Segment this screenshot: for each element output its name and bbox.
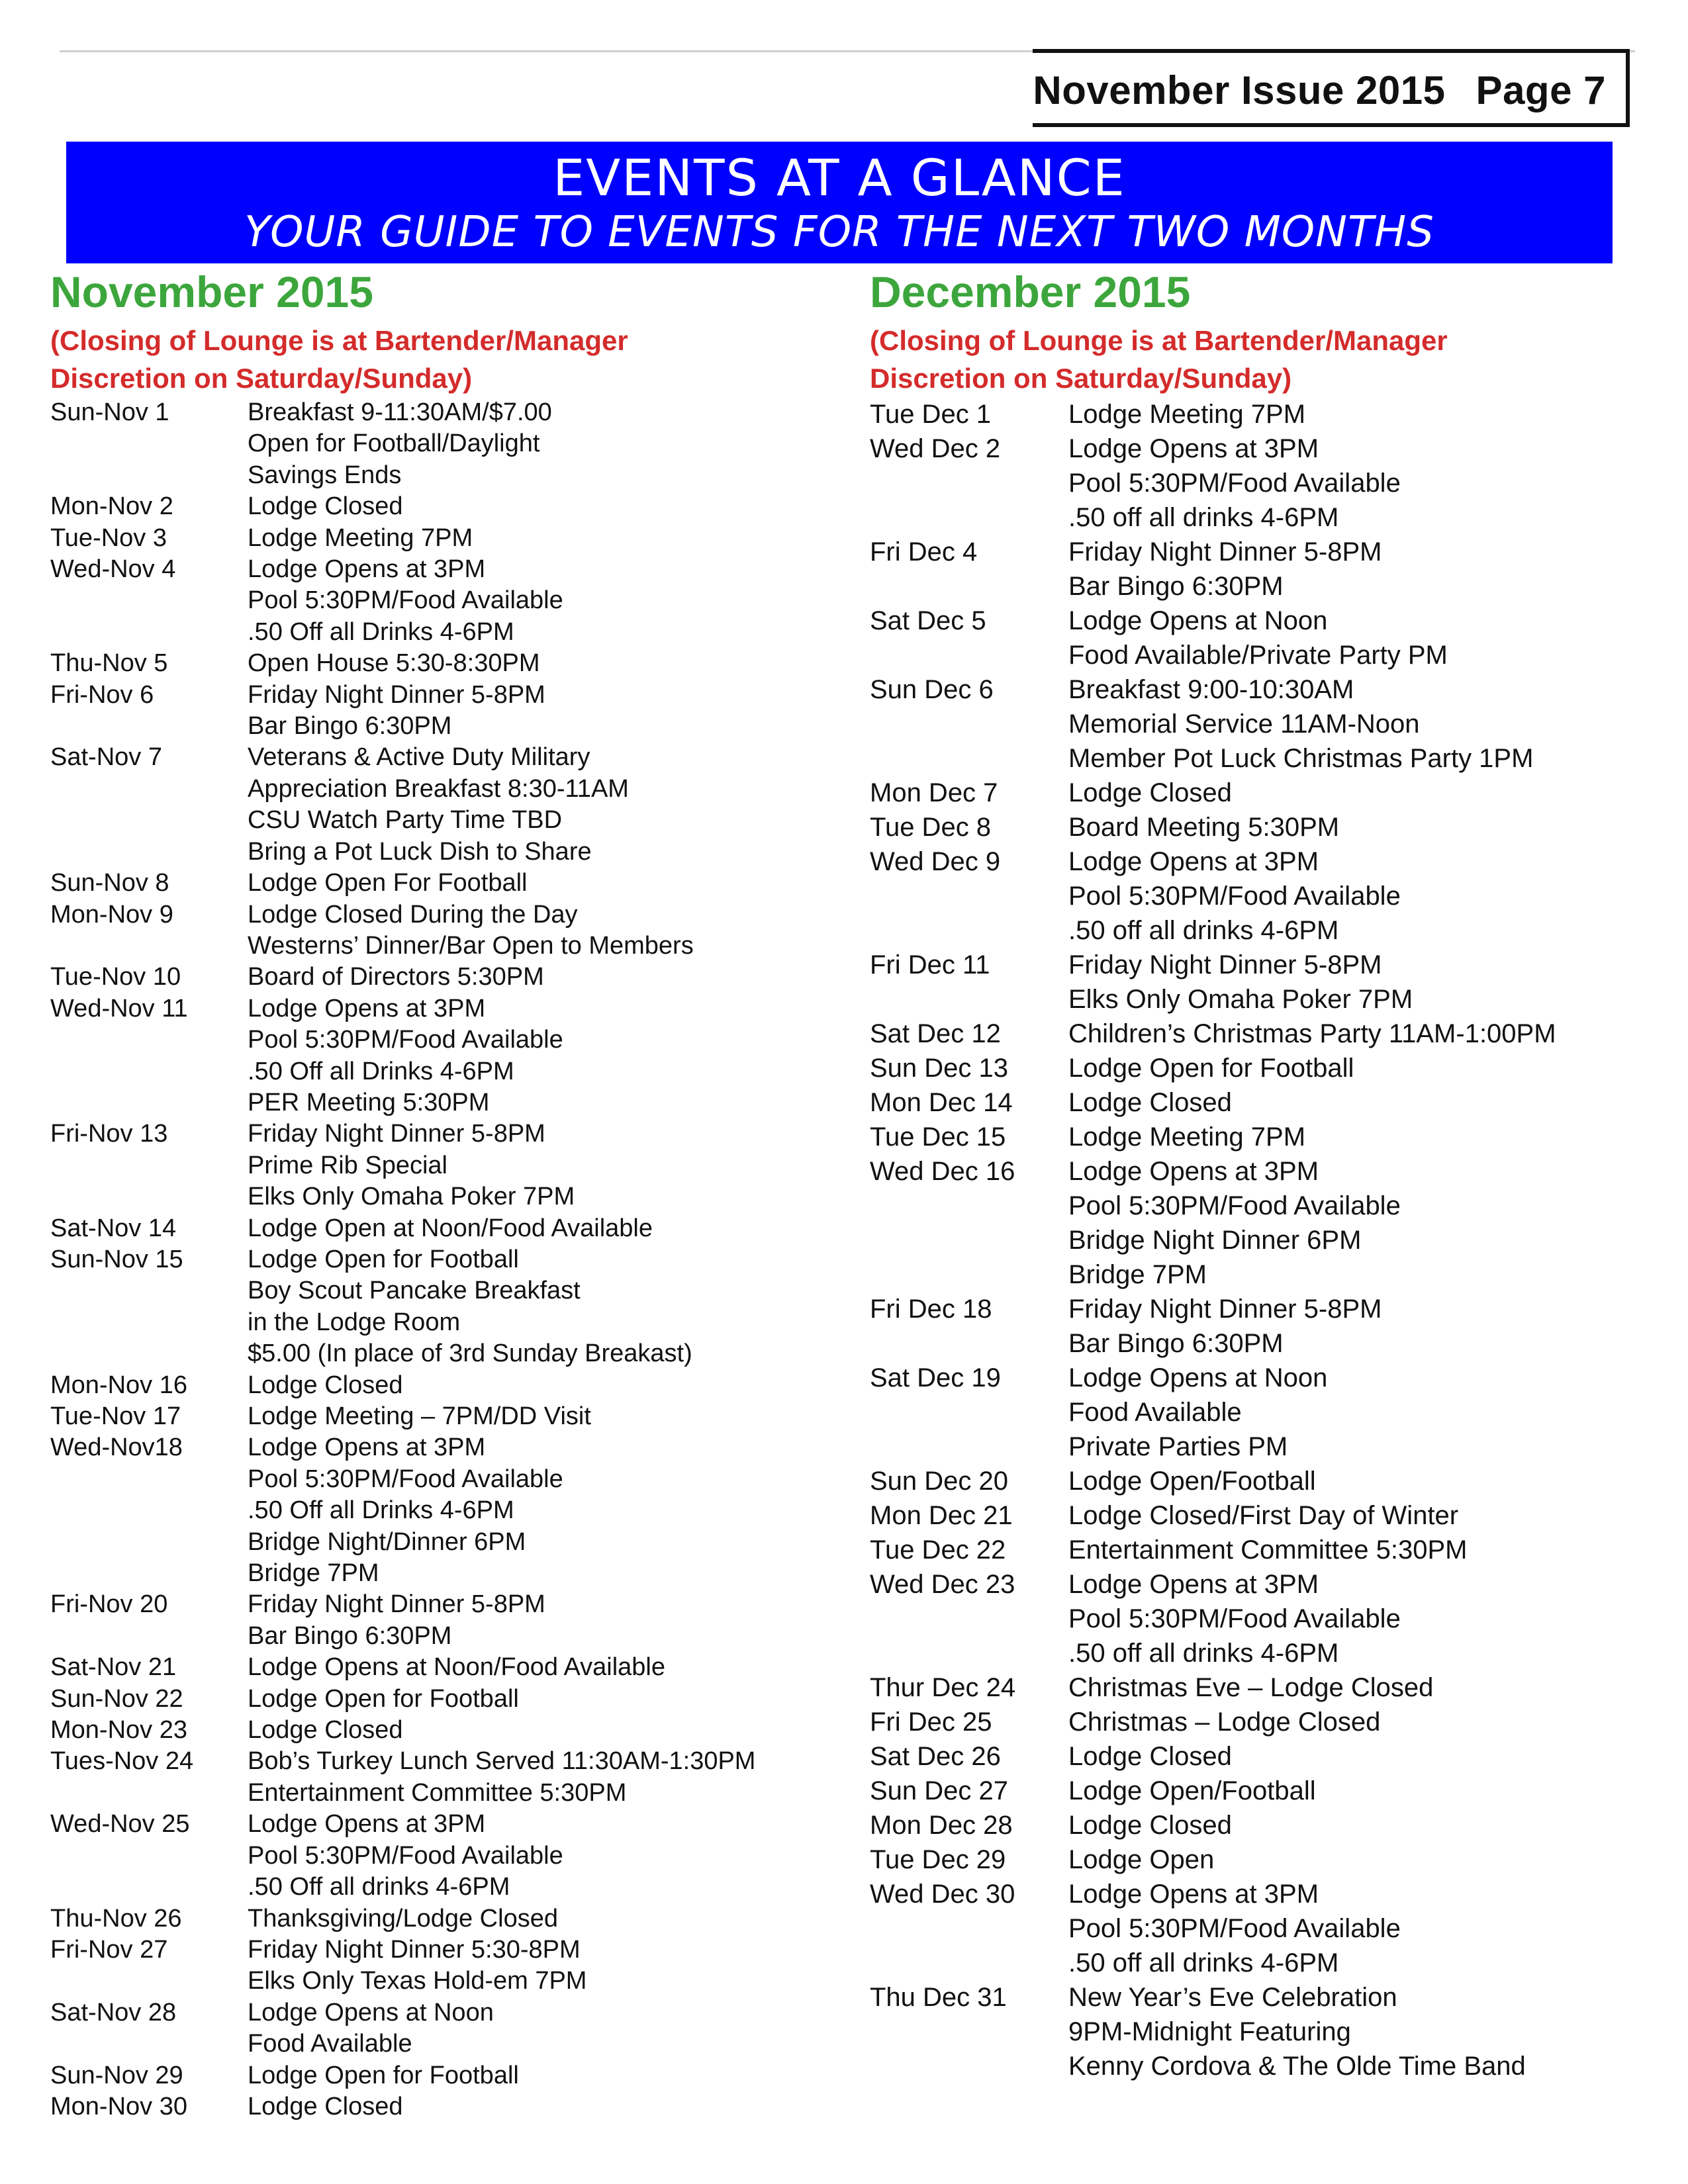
- event-day-row: [870, 1774, 1651, 1808]
- event-item: $5.00 (In place of 3rd Sunday Breakast): [248, 1340, 692, 1368]
- event-day-row: [870, 1739, 1651, 1774]
- event-item: Lodge Opens at 3PM: [1068, 1880, 1319, 1909]
- event-item: Elks Only Omaha Poker 7PM: [1068, 985, 1413, 1014]
- event-date: Tue-Nov 3: [50, 523, 167, 552]
- event-date: Thu Dec 31: [870, 1983, 1007, 2012]
- event-item: Lodge Closed: [248, 492, 403, 521]
- event-item: Lodge Open for Football: [248, 2061, 519, 2089]
- event-details: [1068, 1120, 1651, 1154]
- event-details: [248, 742, 818, 868]
- event-item: Lodge Open For Football: [248, 869, 528, 897]
- event-details: [1068, 844, 1651, 948]
- event-item: Lodge Open at Noon/Food Available: [248, 1214, 653, 1242]
- event-day-row: [870, 535, 1651, 604]
- event-details: [1068, 1670, 1651, 1705]
- lounge-note-line: (Closing of Lounge is at Bartender/Manager: [50, 325, 628, 356]
- event-item: Pool 5:30PM/Food Available: [248, 586, 563, 615]
- event-item: Pool 5:30PM/Food Available: [1068, 1604, 1401, 1633]
- event-item: Lodge Opens at Noon/Food Available: [248, 1653, 665, 1682]
- event-day-row: [50, 1746, 818, 1809]
- month-title: December 2015: [870, 267, 1191, 316]
- event-item: .50 off all drinks 4-6PM: [1068, 1639, 1339, 1668]
- event-day-row: [50, 1213, 818, 1244]
- event-day-row: [870, 1877, 1651, 1980]
- event-day-row: [50, 1997, 818, 2060]
- event-day-row: [870, 948, 1651, 1017]
- event-day-row: [50, 1589, 818, 1652]
- event-item: Lodge Opens at 3PM: [1068, 1570, 1319, 1599]
- event-details: [248, 2060, 818, 2091]
- event-details: [1068, 810, 1651, 844]
- event-date: Wed Dec 30: [870, 1880, 1015, 1909]
- event-date: Wed-Nov 4: [50, 555, 176, 584]
- event-details: [1068, 1980, 1651, 2083]
- december-column: [870, 262, 1651, 2083]
- event-date: Thu-Nov 26: [50, 1904, 182, 1933]
- banner-title: EVENTS AT A GLANCE: [553, 148, 1126, 207]
- event-details: [248, 554, 818, 648]
- event-date: Wed Dec 23: [870, 1570, 1015, 1599]
- event-details: [248, 1746, 818, 1809]
- event-item: .50 Off all Drinks 4-6PM: [248, 1057, 514, 1085]
- event-date: Sat-Nov 14: [50, 1214, 177, 1242]
- event-details: [248, 1118, 818, 1212]
- event-item: Food Available: [248, 2030, 412, 2058]
- event-item: Bar Bingo 6:30PM: [1068, 1329, 1284, 1358]
- event-item: Bob’s Turkey Lunch Served 11:30AM-1:30PM: [248, 1747, 756, 1776]
- event-date: Mon-Nov 16: [50, 1371, 187, 1399]
- event-details: [248, 1652, 818, 1683]
- event-item: Bar Bingo 6:30PM: [248, 1621, 452, 1650]
- event-date: Thur Dec 24: [870, 1673, 1016, 1702]
- event-item: Pool 5:30PM/Food Available: [1068, 882, 1401, 911]
- event-date: Sun Dec 13: [870, 1054, 1009, 1083]
- event-day-row: [870, 1808, 1651, 1843]
- event-details: [1068, 1877, 1651, 1980]
- event-day-row: [870, 1051, 1651, 1085]
- event-item: Lodge Meeting 7PM: [1068, 400, 1306, 429]
- event-item: .50 Off all Drinks 4-6PM: [248, 617, 514, 646]
- event-item: .50 off all drinks 4-6PM: [1068, 503, 1339, 532]
- header-text: [1033, 68, 1606, 113]
- event-day-row: [50, 1934, 818, 1997]
- event-details: [1068, 1808, 1651, 1843]
- event-item: in the Lodge Room: [248, 1308, 461, 1336]
- event-details: [1068, 1739, 1651, 1774]
- event-item: .50 off all drinks 4-6PM: [1068, 1948, 1339, 1978]
- event-details: [248, 993, 818, 1119]
- event-item: Lodge Meeting 7PM: [248, 523, 473, 552]
- event-item: Elks Only Texas Hold-em 7PM: [248, 1967, 587, 1995]
- event-date: Mon-Nov 23: [50, 1716, 187, 1745]
- event-item: Bridge Night Dinner 6PM: [1068, 1226, 1362, 1255]
- event-item: Lodge Meeting – 7PM/DD Visit: [248, 1402, 591, 1430]
- event-date: Sun-Nov 15: [50, 1245, 183, 1273]
- event-date: Mon Dec 14: [870, 1088, 1013, 1117]
- event-day-row: [870, 776, 1651, 810]
- event-details: [248, 491, 818, 522]
- event-day-row: [870, 1567, 1651, 1670]
- event-day-row: [870, 1980, 1651, 2083]
- event-details: [248, 1684, 818, 1715]
- event-item: Lodge Closed: [1068, 1088, 1232, 1117]
- event-day-row: [50, 1684, 818, 1715]
- event-day-row: [50, 1903, 818, 1934]
- event-day-row: [50, 962, 818, 993]
- event-details: [248, 680, 818, 743]
- event-item: Memorial Service 11AM-Noon: [1068, 709, 1420, 739]
- event-item: Pool 5:30PM/Food Available: [1068, 1191, 1401, 1220]
- event-item: Lodge Opens at 3PM: [1068, 847, 1319, 876]
- event-date: Mon-Nov 9: [50, 900, 173, 929]
- event-item: Pool 5:30PM/Food Available: [248, 1465, 563, 1493]
- event-date: Tue-Nov 10: [50, 963, 181, 991]
- event-day-row: [870, 1017, 1651, 1051]
- event-item: Lodge Opens at 3PM: [1068, 1157, 1319, 1186]
- event-day-row: [50, 899, 818, 962]
- event-item: Lodge Open for Football: [1068, 1054, 1354, 1083]
- event-item: Westerns’ Dinner/Bar Open to Members: [248, 931, 694, 960]
- event-item: Lodge Open: [1068, 1845, 1215, 1874]
- event-item: Lodge Opens at 3PM: [248, 1810, 486, 1839]
- event-item: Christmas – Lodge Closed: [1068, 1707, 1381, 1737]
- event-details: [248, 1934, 818, 1997]
- event-details: [248, 1244, 818, 1370]
- event-day-row: [870, 1843, 1651, 1877]
- event-item: .50 off all drinks 4-6PM: [1068, 916, 1339, 945]
- event-details: [1068, 1774, 1651, 1808]
- event-item: Entertainment Committee 5:30PM: [1068, 1535, 1468, 1565]
- event-item: Children’s Christmas Party 11AM-1:00PM: [1068, 1019, 1556, 1048]
- event-details: [248, 1903, 818, 1934]
- lounge-note-line: Discretion on Saturday/Sunday): [870, 363, 1292, 394]
- event-date: Sun-Nov 1: [50, 398, 169, 426]
- event-item: Friday Night Dinner 5-8PM: [1068, 537, 1382, 567]
- event-details: [1068, 1154, 1651, 1292]
- event-item: Appreciation Breakfast 8:30-11AM: [248, 774, 629, 803]
- event-item: Bridge 7PM: [248, 1559, 379, 1588]
- event-day-row: [50, 554, 818, 648]
- event-date: Sat-Nov 7: [50, 743, 162, 772]
- event-date: Mon Dec 21: [870, 1501, 1013, 1530]
- event-date: Tue Dec 22: [870, 1535, 1006, 1565]
- event-item: Bridge Night/Dinner 6PM: [248, 1527, 526, 1556]
- event-day-row: [870, 810, 1651, 844]
- event-item: New Year’s Eve Celebration: [1068, 1983, 1397, 2012]
- event-details: [1068, 1085, 1651, 1120]
- event-date: Sun Dec 27: [870, 1776, 1009, 1805]
- event-date: Fri-Nov 20: [50, 1590, 168, 1619]
- event-details: [248, 1997, 818, 2060]
- event-details: [1068, 1464, 1651, 1498]
- event-details: [248, 1715, 818, 1746]
- event-details: [1068, 432, 1651, 535]
- event-details: [248, 899, 818, 962]
- event-details: [248, 1809, 818, 1903]
- event-item: Pool 5:30PM/Food Available: [1068, 469, 1401, 498]
- event-item: Thanksgiving/Lodge Closed: [248, 1904, 558, 1933]
- event-details: [248, 868, 818, 899]
- event-date: Sun Dec 20: [870, 1467, 1009, 1496]
- december-events-list: [870, 397, 1651, 2083]
- event-day-row: [50, 680, 818, 743]
- event-item: Food Available/Private Party PM: [1068, 641, 1448, 670]
- event-details: [248, 962, 818, 993]
- event-item: Lodge Closed: [248, 1371, 403, 1399]
- event-details: [248, 1213, 818, 1244]
- event-date: Tues-Nov 24: [50, 1747, 194, 1776]
- event-details: [1068, 1567, 1651, 1670]
- event-date: Sat-Nov 21: [50, 1653, 177, 1682]
- event-date: Mon-Nov 30: [50, 2092, 187, 2120]
- event-date: Wed Dec 9: [870, 847, 1001, 876]
- event-day-row: [50, 1401, 818, 1432]
- event-day-row: [50, 2091, 818, 2122]
- event-date: Sat Dec 26: [870, 1742, 1001, 1771]
- event-day-row: [870, 1361, 1651, 1464]
- event-date: Fri-Nov 13: [50, 1120, 168, 1148]
- event-details: [248, 2091, 818, 2122]
- event-item: Lodge Closed/First Day of Winter: [1068, 1501, 1459, 1530]
- event-day-row: [50, 1370, 818, 1401]
- event-details: [1068, 948, 1651, 1017]
- event-date: Sat Dec 5: [870, 606, 986, 635]
- event-day-row: [870, 844, 1651, 948]
- event-item: Breakfast 9:00-10:30AM: [1068, 675, 1354, 704]
- event-date: Fri-Nov 6: [50, 680, 154, 709]
- event-item: Board of Directors 5:30PM: [248, 963, 544, 991]
- event-item: Boy Scout Pancake Breakfast: [248, 1277, 581, 1305]
- event-item: CSU Watch Party Time TBD: [248, 806, 563, 835]
- event-item: .50 Off all drinks 4-6PM: [248, 1873, 510, 1901]
- event-day-row: [50, 1118, 818, 1212]
- event-date: Mon Dec 28: [870, 1811, 1013, 1840]
- event-day-row: [50, 523, 818, 554]
- events-banner: [66, 142, 1613, 263]
- event-day-row: [50, 397, 818, 491]
- event-details: [248, 1370, 818, 1401]
- event-item: Food Available: [1068, 1398, 1242, 1427]
- event-date: Sun-Nov 8: [50, 869, 169, 897]
- event-day-row: [870, 1154, 1651, 1292]
- event-date: Wed Dec 2: [870, 434, 1001, 463]
- event-date: Mon Dec 7: [870, 778, 998, 807]
- event-day-row: [870, 1464, 1651, 1498]
- event-item: Pool 5:30PM/Food Available: [248, 1841, 563, 1870]
- event-day-row: [50, 742, 818, 868]
- event-date: Wed-Nov18: [50, 1433, 183, 1462]
- event-date: Tue Dec 8: [870, 813, 992, 842]
- event-item: Lodge Open for Football: [248, 1245, 519, 1273]
- event-item: Lodge Opens at Noon: [248, 1998, 494, 2026]
- event-item: Bridge 7PM: [1068, 1260, 1207, 1289]
- event-date: Wed Dec 16: [870, 1157, 1015, 1186]
- event-date: Fri Dec 4: [870, 537, 978, 567]
- event-details: [248, 397, 818, 491]
- event-day-row: [870, 672, 1651, 776]
- event-item: Lodge Closed: [248, 1716, 403, 1745]
- event-item: Lodge Opens at Noon: [1068, 606, 1328, 635]
- event-day-row: [50, 491, 818, 522]
- event-day-row: [870, 1533, 1651, 1567]
- event-item: Lodge Closed: [248, 2092, 403, 2120]
- event-item: Friday Night Dinner 5-8PM: [248, 1120, 545, 1148]
- event-item: Pool 5:30PM/Food Available: [248, 1026, 563, 1054]
- event-day-row: [870, 604, 1651, 672]
- event-details: [1068, 1051, 1651, 1085]
- event-item: PER Meeting 5:30PM: [248, 1088, 490, 1116]
- event-date: Sun Dec 6: [870, 675, 994, 704]
- event-item: Pool 5:30PM/Food Available: [1068, 1914, 1401, 1943]
- event-date: Tue Dec 29: [870, 1845, 1006, 1874]
- event-item: Lodge Closed: [1068, 1811, 1232, 1840]
- event-item: Lodge Closed: [1068, 778, 1232, 807]
- event-details: [248, 523, 818, 554]
- event-day-row: [870, 1498, 1651, 1533]
- event-date: Fri-Nov 27: [50, 1935, 168, 1964]
- event-details: [1068, 1292, 1651, 1361]
- event-day-row: [870, 1670, 1651, 1705]
- page-number: Page 7: [1476, 68, 1606, 113]
- event-date: Sat-Nov 28: [50, 1998, 177, 2026]
- event-item: Veterans & Active Duty Military: [248, 743, 590, 772]
- event-day-row: [50, 868, 818, 899]
- event-item: Lodge Meeting 7PM: [1068, 1122, 1306, 1152]
- event-item: Entertainment Committee 5:30PM: [248, 1778, 627, 1807]
- event-day-row: [870, 1085, 1651, 1120]
- banner-subtitle: YOUR GUIDE TO EVENTS FOR THE NEXT TWO MONTHS: [244, 208, 1434, 257]
- event-date: Thu-Nov 5: [50, 649, 168, 678]
- event-day-row: [50, 648, 818, 679]
- event-item: 9PM-Midnight Featuring: [1068, 2017, 1351, 2046]
- event-item: Christmas Eve – Lodge Closed: [1068, 1673, 1434, 1702]
- event-details: [248, 1432, 818, 1589]
- event-details: [1068, 1705, 1651, 1739]
- event-details: [1068, 776, 1651, 810]
- event-details: [1068, 604, 1651, 672]
- event-details: [1068, 397, 1651, 432]
- event-details: [1068, 1498, 1651, 1533]
- issue-label: November Issue 2015: [1033, 68, 1446, 113]
- event-item: Bar Bingo 6:30PM: [1068, 572, 1284, 601]
- event-item: Open House 5:30-8:30PM: [248, 649, 540, 678]
- event-day-row: [50, 1652, 818, 1683]
- event-day-row: [870, 432, 1651, 535]
- event-item: Lodge Opens at Noon: [1068, 1363, 1328, 1392]
- event-date: Mon-Nov 2: [50, 492, 173, 521]
- event-day-row: [50, 1244, 818, 1370]
- event-item: Lodge Open/Football: [1068, 1776, 1316, 1805]
- event-item: Friday Night Dinner 5-8PM: [1068, 950, 1382, 979]
- event-item: Bring a Pot Luck Dish to Share: [248, 837, 592, 866]
- lounge-note-line: Discretion on Saturday/Sunday): [50, 363, 473, 394]
- event-day-row: [50, 1432, 818, 1589]
- event-item: Lodge Opens at 3PM: [248, 555, 486, 584]
- event-date: Sat Dec 12: [870, 1019, 1001, 1048]
- event-date: Tue-Nov 17: [50, 1402, 181, 1430]
- event-day-row: [870, 1120, 1651, 1154]
- page-header: [1033, 49, 1630, 127]
- event-date: Wed-Nov 25: [50, 1810, 190, 1839]
- event-item: Prime Rib Special: [248, 1151, 447, 1179]
- event-details: [1068, 672, 1651, 776]
- november-events-list: [50, 397, 818, 2122]
- november-column: [50, 262, 818, 2122]
- event-item: Breakfast 9-11:30AM/$7.00: [248, 398, 552, 426]
- event-details: [1068, 535, 1651, 604]
- lounge-note-line: (Closing of Lounge is at Bartender/Manager: [870, 325, 1448, 356]
- event-day-row: [870, 1705, 1651, 1739]
- event-date: Fri Dec 18: [870, 1295, 992, 1324]
- event-date: Fri Dec 25: [870, 1707, 992, 1737]
- month-title: November 2015: [50, 267, 373, 316]
- event-item: Friday Night Dinner 5:30-8PM: [248, 1935, 581, 1964]
- event-item: Lodge Opens at 3PM: [248, 1433, 486, 1462]
- event-item: Lodge Open for Football: [248, 1684, 519, 1713]
- event-item: Board Meeting 5:30PM: [1068, 813, 1340, 842]
- event-date: Tue Dec 1: [870, 400, 992, 429]
- event-date: Fri Dec 11: [870, 950, 990, 979]
- event-details: [1068, 1017, 1651, 1051]
- event-details: [1068, 1843, 1651, 1877]
- event-day-row: [50, 993, 818, 1119]
- event-day-row: [870, 397, 1651, 432]
- event-details: [248, 1401, 818, 1432]
- event-item: Friday Night Dinner 5-8PM: [1068, 1295, 1382, 1324]
- event-item: Lodge Opens at 3PM: [248, 994, 486, 1023]
- event-item: Savings Ends: [248, 461, 402, 489]
- event-item: Lodge Opens at 3PM: [1068, 434, 1319, 463]
- event-item: Member Pot Luck Christmas Party 1PM: [1068, 744, 1534, 773]
- event-item: Lodge Open/Football: [1068, 1467, 1316, 1496]
- event-day-row: [50, 2060, 818, 2091]
- event-date: Sat Dec 19: [870, 1363, 1001, 1392]
- event-item: Lodge Closed During the Day: [248, 900, 578, 929]
- event-details: [1068, 1361, 1651, 1464]
- event-item: Open for Football/Daylight: [248, 430, 540, 458]
- event-day-row: [50, 1809, 818, 1903]
- event-day-row: [870, 1292, 1651, 1361]
- event-item: Bar Bingo 6:30PM: [248, 712, 452, 741]
- event-item: Friday Night Dinner 5-8PM: [248, 1590, 545, 1619]
- event-item: Elks Only Omaha Poker 7PM: [248, 1183, 575, 1211]
- event-item: Private Parties PM: [1068, 1432, 1288, 1461]
- event-details: [248, 648, 818, 679]
- event-day-row: [50, 1715, 818, 1746]
- event-item: Lodge Closed: [1068, 1742, 1232, 1771]
- event-date: Sun-Nov 22: [50, 1684, 183, 1713]
- event-date: Tue Dec 15: [870, 1122, 1006, 1152]
- event-details: [1068, 1533, 1651, 1567]
- event-date: Sun-Nov 29: [50, 2061, 183, 2089]
- event-item: Kenny Cordova & The Olde Time Band: [1068, 2052, 1526, 2081]
- event-details: [248, 1589, 818, 1652]
- event-date: Wed-Nov 11: [50, 994, 188, 1023]
- event-item: .50 Off all Drinks 4-6PM: [248, 1496, 514, 1525]
- event-item: Friday Night Dinner 5-8PM: [248, 680, 545, 709]
